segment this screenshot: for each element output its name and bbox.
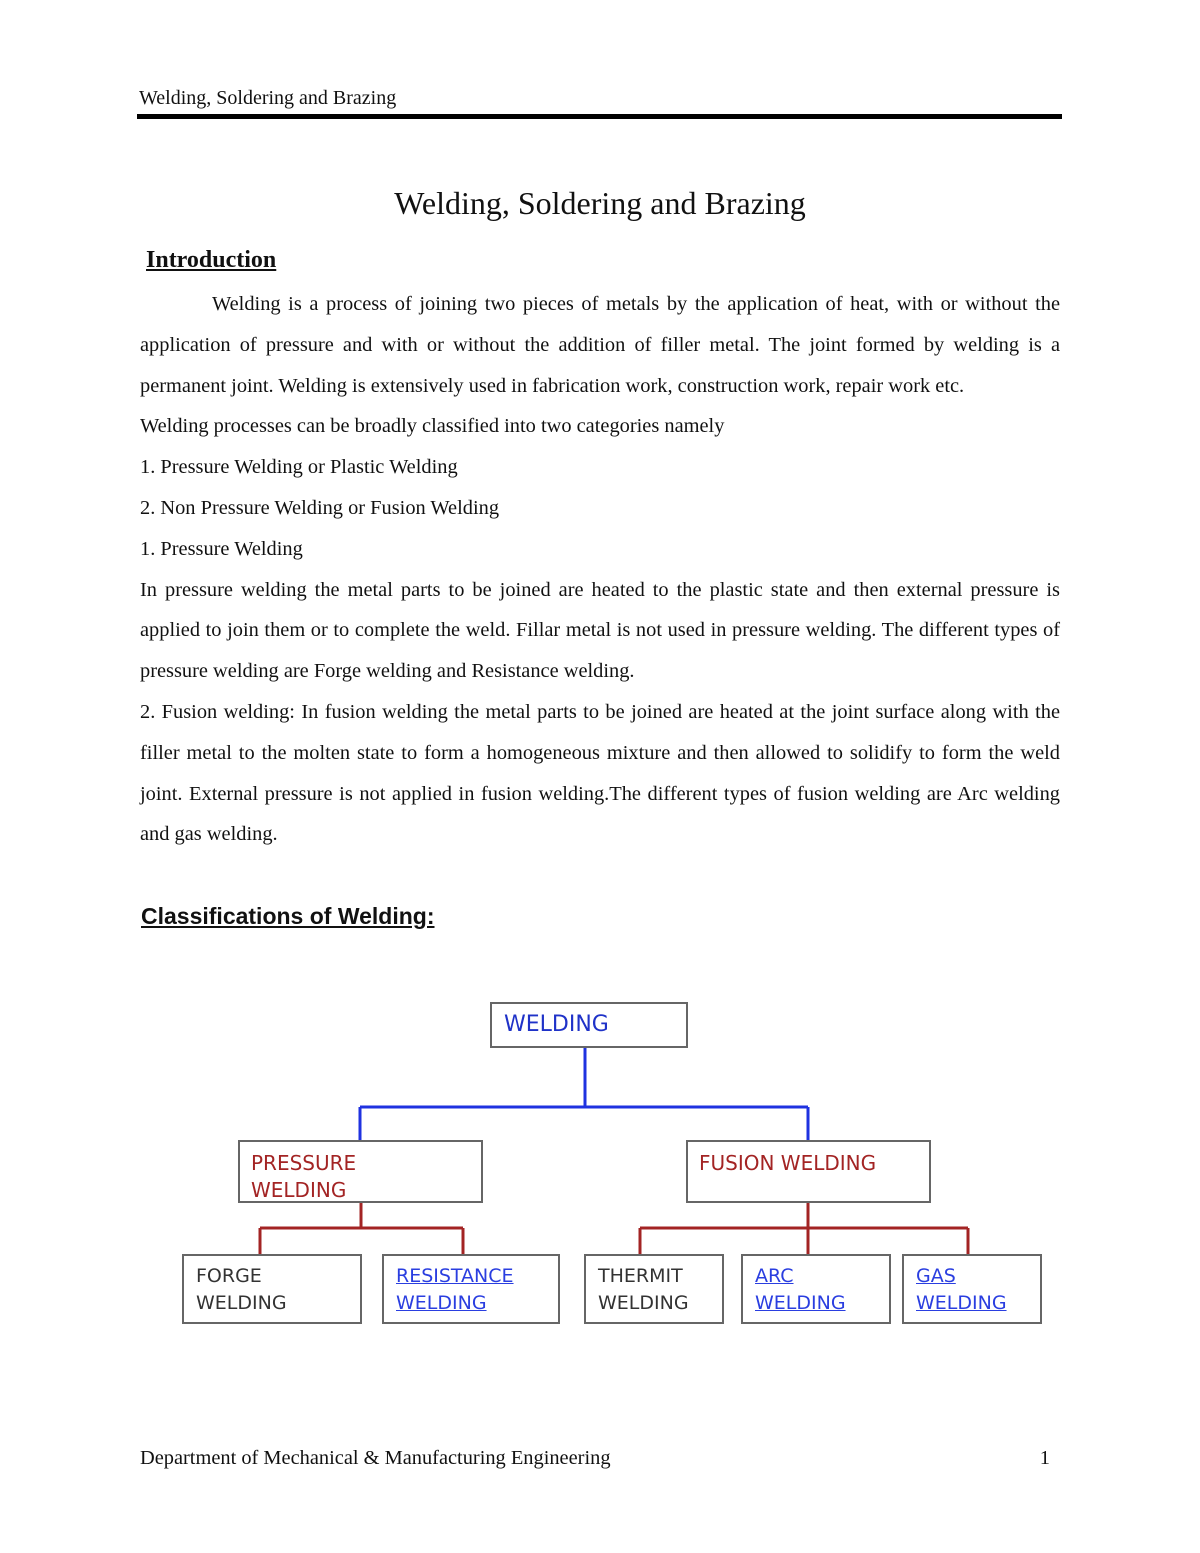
classifications-heading: Classifications of Welding: — [141, 903, 435, 929]
node-label: WELDING — [916, 1292, 1007, 1314]
node-label: WELDING — [598, 1292, 689, 1314]
node-resistance-welding-link[interactable] — [382, 1254, 560, 1324]
node-label: FUSION WELDING — [699, 1151, 877, 1175]
pressure-welding-subheading: 1. Pressure Welding — [140, 537, 303, 560]
connector-fusion-to-leaves — [640, 1203, 968, 1254]
node-thermit-welding — [584, 1254, 724, 1324]
list-item-pressure: 1. Pressure Welding or Plastic Welding — [140, 456, 458, 479]
node-label: RESISTANCE — [396, 1265, 514, 1287]
header-rule — [137, 114, 1062, 119]
node-label: GAS — [916, 1265, 956, 1287]
intro-paragraph: Welding is a process of joining two pieces of metals by the application of heat, with or without the application of pressure and with or without the addition of filler metal. The joint formed by welding is a permanent joint. Welding is extensively used in fabrication work, construction work, repair work etc. — [140, 293, 1060, 397]
introduction-body — [140, 284, 1060, 855]
introduction-heading: Introduction — [146, 247, 277, 273]
node-fusion-welding — [686, 1140, 931, 1203]
document-title: Welding, Soldering and Brazing — [394, 185, 806, 221]
node-forge-welding — [182, 1254, 362, 1324]
page-number: 1 — [1039, 1447, 1050, 1469]
list-item-fusion: 2. Non Pressure Welding or Fusion Welding — [140, 496, 500, 519]
classification-sentence: Welding processes can be broadly classified into two categories namely — [140, 415, 725, 438]
footer-department: Department of Mechanical & Manufacturing Engineering — [140, 1447, 611, 1469]
connector-root-to-level2 — [360, 1048, 808, 1140]
node-label: THERMIT — [598, 1265, 683, 1287]
node-label: FORGE — [196, 1265, 262, 1287]
node-welding: WELDING — [490, 1002, 688, 1048]
node-label: ARC — [755, 1265, 794, 1287]
node-label: PRESSURE — [251, 1151, 357, 1175]
node-label: WELDING — [251, 1178, 347, 1202]
running-header: Welding, Soldering and Brazing — [139, 87, 397, 109]
node-gas-welding-link[interactable] — [902, 1254, 1042, 1324]
fusion-welding-paragraph: 2. Fusion welding: In fusion welding the metal parts to be joined are heated at the joint surface along with the filler metal to the molten state to form a homogeneous mixture and then allowed to solidify to form the weld joint. External pressure is not applied in fusion welding.The different types of fusion welding are Arc welding and gas welding. — [140, 700, 1060, 846]
node-label: WELDING — [396, 1292, 487, 1314]
node-label: WELDING — [196, 1292, 287, 1314]
node-pressure-welding — [238, 1140, 483, 1203]
connector-pressure-to-leaves — [260, 1203, 463, 1254]
node-arc-welding-link[interactable] — [741, 1254, 891, 1324]
pressure-welding-paragraph: In pressure welding the metal parts to be joined are heated to the plastic state and then external pressure is applied to join them or to complete the weld. Fillar metal is not used in pressure welding. The different types of pressure welding are Forge welding and Resistance welding. — [140, 578, 1060, 683]
node-label: WELDING — [755, 1292, 846, 1314]
